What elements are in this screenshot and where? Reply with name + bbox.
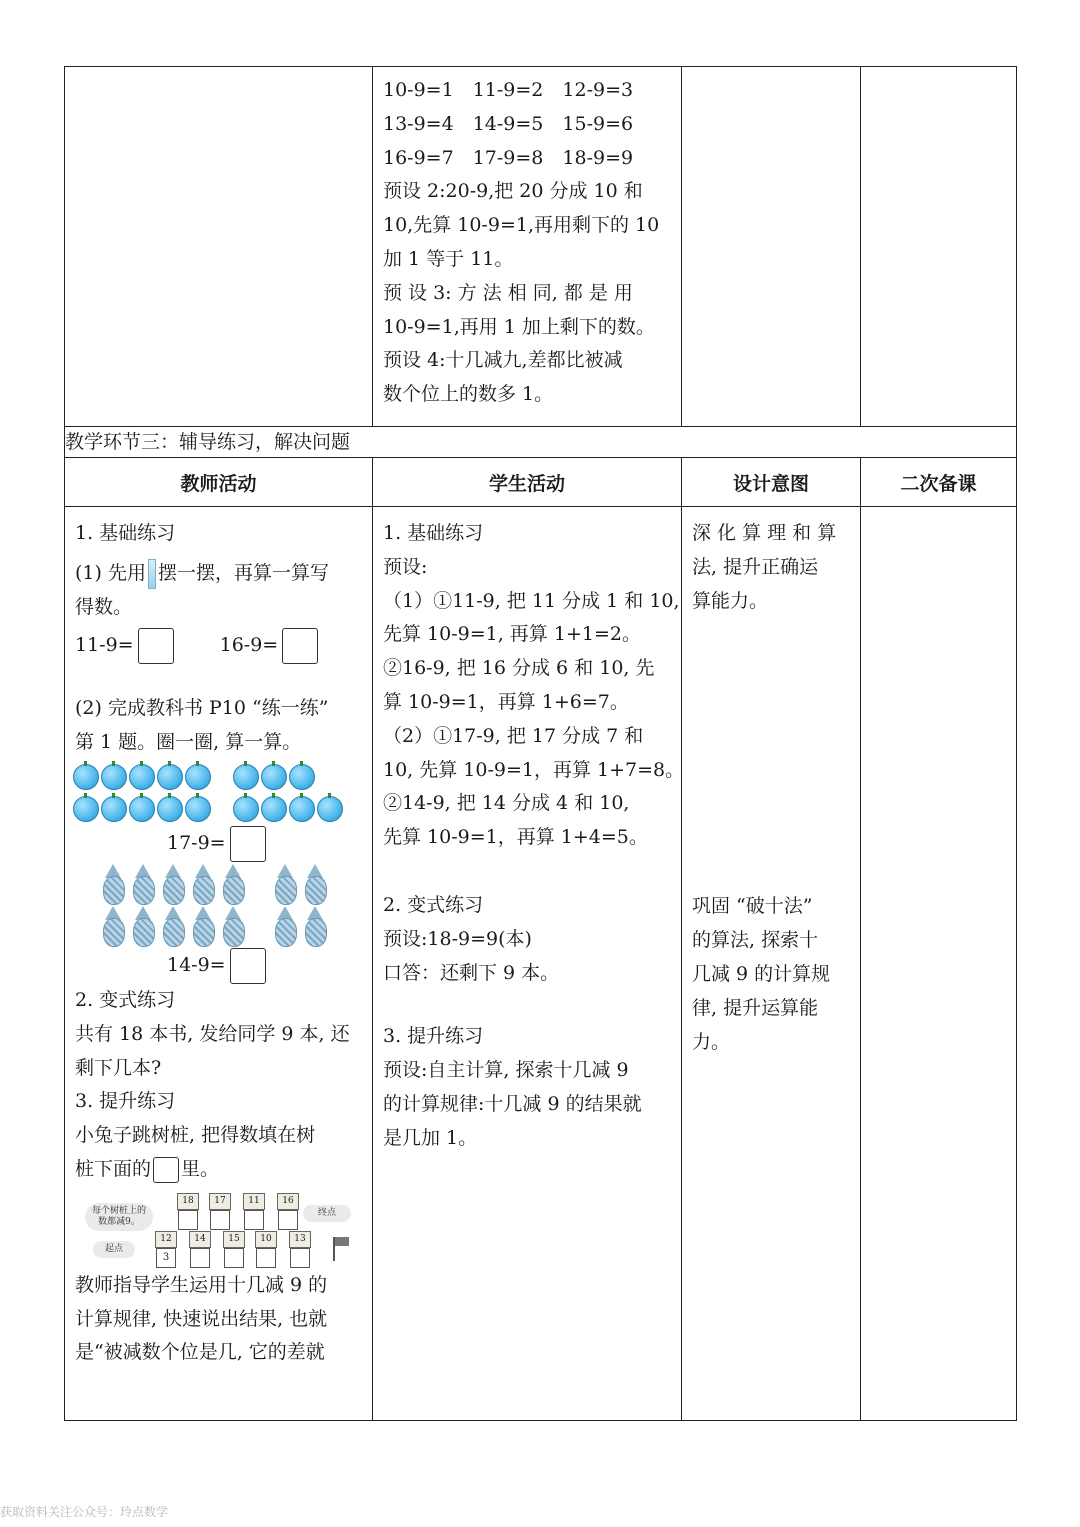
stump-number: 13 xyxy=(289,1231,311,1248)
text-line: 律, 提升运算能 xyxy=(692,996,819,1019)
apple-icon xyxy=(233,796,259,822)
pineapple-icon xyxy=(131,864,155,904)
top-student-cell xyxy=(373,67,682,427)
apple-icon xyxy=(73,764,99,790)
formula-label: 14-9= xyxy=(167,953,226,976)
pineapple-icon xyxy=(191,864,215,904)
answer-slot xyxy=(278,1210,298,1230)
student-activity-cell xyxy=(373,507,685,1421)
text-line: 10-9=1 11-9=2 12-9=3 xyxy=(383,79,634,101)
text-line: 1. 基础练习 xyxy=(383,522,484,544)
text-line: 几减 9 的计算规 xyxy=(692,962,831,985)
apple-icon xyxy=(261,764,287,790)
top-design-cell xyxy=(682,67,861,427)
header-student: 学生活动 xyxy=(373,458,682,507)
text-line: 的计算规律:十几减 9 的结果就 xyxy=(383,1092,642,1115)
text-line: 教师指导学生运用十几减 9 的 xyxy=(75,1273,328,1296)
text-line: 先算 10-9=1，再算 1+4=5。 xyxy=(383,826,648,849)
apple-icon xyxy=(185,764,211,790)
text-line: 计算规律, 快速说出结果, 也就 xyxy=(75,1307,328,1330)
answer-slot: 3 xyxy=(156,1248,176,1268)
text-line: 算能力。 xyxy=(692,589,769,612)
stump-number: 17 xyxy=(209,1193,231,1210)
text-line: 预 设 3: 方 法 相 同, 都 是 用 xyxy=(383,281,633,304)
apple-icon xyxy=(101,796,127,822)
tree-stump-illustration xyxy=(79,1193,355,1267)
text-fragment: 摆一摆，再算一算写 xyxy=(157,561,329,584)
text-line: 2. 变式练习 xyxy=(75,988,176,1011)
text-line: 预设:自主计算, 探索十几减 9 xyxy=(383,1059,629,1082)
text-line: 算 10-9=1，再算 1+6=7。 xyxy=(383,690,629,713)
text-line: 1. 基础练习 xyxy=(75,522,176,544)
text-line: 得数。 xyxy=(75,595,133,618)
apple-icon xyxy=(129,764,155,790)
text-line: 10-9=1,再用 1 加上剩下的数。 xyxy=(383,315,655,338)
stump-number: 18 xyxy=(177,1193,199,1210)
lesson-plan-table xyxy=(64,66,1017,1421)
start-label: 起点 xyxy=(93,1241,135,1258)
text-line: 10, 先算 10-9=1，再算 1+7=8。 xyxy=(383,758,685,781)
apple-icon xyxy=(233,764,259,790)
header-design: 设计意图 xyxy=(682,458,861,507)
pineapple-icon xyxy=(131,906,155,946)
formula-label: 11-9= xyxy=(75,634,134,657)
text-fragment: 桩下面的 xyxy=(75,1157,152,1180)
section-title: 教学环节三：辅导练习，解决问题 xyxy=(65,427,1017,458)
header-second: 二次备课 xyxy=(861,458,1017,507)
text-line: 3. 提升练习 xyxy=(383,1025,484,1048)
text-line: 小兔子跳树桩, 把得数填在树 xyxy=(75,1124,316,1147)
text-line: 3. 提升练习 xyxy=(75,1090,176,1113)
text-line: 10,先算 10-9=1,再用剩下的 10 xyxy=(383,214,660,237)
pineapple-icon xyxy=(101,864,125,904)
stump-number: 12 xyxy=(155,1231,177,1248)
text-line: 2. 变式练习 xyxy=(383,893,484,916)
apple-icon xyxy=(157,796,183,822)
end-label: 终点 xyxy=(303,1205,351,1222)
section-row xyxy=(65,427,1017,458)
design-intent-cell xyxy=(682,507,861,1421)
flag-icon xyxy=(333,1237,335,1261)
apple-icon xyxy=(261,796,287,822)
top-second-cell xyxy=(861,67,1017,427)
text-line: 的算法, 探索十 xyxy=(692,929,819,952)
text-fragment: 里。 xyxy=(181,1157,220,1180)
pineapple-icon xyxy=(303,864,327,904)
pineapple-icon xyxy=(221,864,245,904)
counting-rod-icon xyxy=(148,559,156,589)
stump-number: 16 xyxy=(277,1193,299,1210)
header-row xyxy=(65,458,1017,507)
formula-row xyxy=(75,628,362,664)
pineapples-illustration xyxy=(101,864,362,946)
text-line: 口答：还剩下 9 本。 xyxy=(383,961,560,984)
stump-number: 11 xyxy=(243,1193,265,1210)
text-line: 13-9=4 14-9=5 15-9=6 xyxy=(383,112,634,135)
pineapple-icon xyxy=(161,906,185,946)
pineapple-icon xyxy=(273,864,297,904)
text-fragment: (1) 先用 xyxy=(75,561,146,584)
content-row xyxy=(65,507,1017,1421)
apple-icon xyxy=(129,796,155,822)
apple-icon xyxy=(317,796,343,822)
top-teacher-cell xyxy=(65,67,373,427)
stump-number: 15 xyxy=(223,1231,245,1248)
text-line: 16-9=7 17-9=8 18-9=9 xyxy=(383,146,634,169)
text-line: 预设 4:十几减九,差都比被减 xyxy=(383,349,623,372)
answer-slot xyxy=(224,1248,244,1268)
text-line: 先算 10-9=1, 再算 1+1=2。 xyxy=(383,623,641,646)
answer-box xyxy=(153,1157,179,1183)
text-line: 预设 2:20-9,把 20 分成 10 和 xyxy=(383,180,643,203)
pineapple-icon xyxy=(191,906,215,946)
text-line: ②14-9, 把 14 分成 4 和 10, xyxy=(383,792,630,815)
answer-box xyxy=(138,628,174,664)
answer-box xyxy=(230,826,266,862)
instruction-bubble: 每个树桩上的数都减9。 xyxy=(85,1203,153,1231)
text-line: （1）①11-9, 把 11 分成 1 和 10, xyxy=(383,589,680,612)
answer-slot xyxy=(190,1248,210,1268)
text-line: 是“被减数个位是几, 它的差就 xyxy=(75,1341,325,1364)
stump-number: 10 xyxy=(255,1231,277,1248)
text-line: 预设:18-9=9(本) xyxy=(383,927,532,950)
text-line: 剩下几本? xyxy=(75,1056,162,1079)
answer-box xyxy=(230,948,266,984)
pineapple-icon xyxy=(303,906,327,946)
answer-slot xyxy=(244,1210,264,1230)
header-teacher: 教师活动 xyxy=(65,458,373,507)
text-line: 共有 18 本书, 发给同学 9 本, 还 xyxy=(75,1022,350,1045)
apples-illustration xyxy=(73,764,362,822)
text-line: 预设: xyxy=(383,555,428,578)
text-line: 深 化 算 理 和 算 xyxy=(692,522,837,544)
pineapple-icon xyxy=(161,864,185,904)
answer-slot xyxy=(178,1210,198,1230)
apple-icon xyxy=(289,764,315,790)
apple-icon xyxy=(73,796,99,822)
formula-label: 16-9= xyxy=(219,634,279,657)
pineapple-icon xyxy=(101,906,125,946)
apple-icon xyxy=(157,764,183,790)
answer-slot xyxy=(256,1248,276,1268)
answer-slot xyxy=(210,1210,230,1230)
continuation-row xyxy=(65,67,1017,427)
formula-label: 17-9= xyxy=(167,831,226,854)
teacher-activity-cell xyxy=(65,507,373,1421)
apple-icon xyxy=(185,796,211,822)
text-line: 法, 提升正确运 xyxy=(692,555,819,578)
text-line: 数个位上的数多 1。 xyxy=(383,383,554,406)
text-line: （2）①17-9, 把 17 分成 7 和 xyxy=(383,724,644,747)
second-prep-cell xyxy=(861,507,1017,1421)
text-line: ②16-9, 把 16 分成 6 和 10, 先 xyxy=(383,657,655,680)
answer-slot xyxy=(290,1248,310,1268)
text-line: 加 1 等于 11。 xyxy=(383,247,514,270)
pineapple-icon xyxy=(273,906,297,946)
pineapple-icon xyxy=(221,906,245,946)
text-line: 第 1 题。圈一圈, 算一算。 xyxy=(75,731,302,754)
text-line: 是几加 1。 xyxy=(383,1126,478,1149)
footer-watermark: 获取资料关注公众号：玲点数学 xyxy=(0,1505,169,1519)
text-line: 力。 xyxy=(692,1030,731,1053)
apple-icon xyxy=(289,796,315,822)
apple-icon xyxy=(101,764,127,790)
answer-box xyxy=(282,628,318,664)
text-line: (2) 完成教科书 P10 “练一练” xyxy=(75,697,329,720)
text-line: 巩固 “破十法” xyxy=(692,895,813,918)
stump-number: 14 xyxy=(189,1231,211,1248)
